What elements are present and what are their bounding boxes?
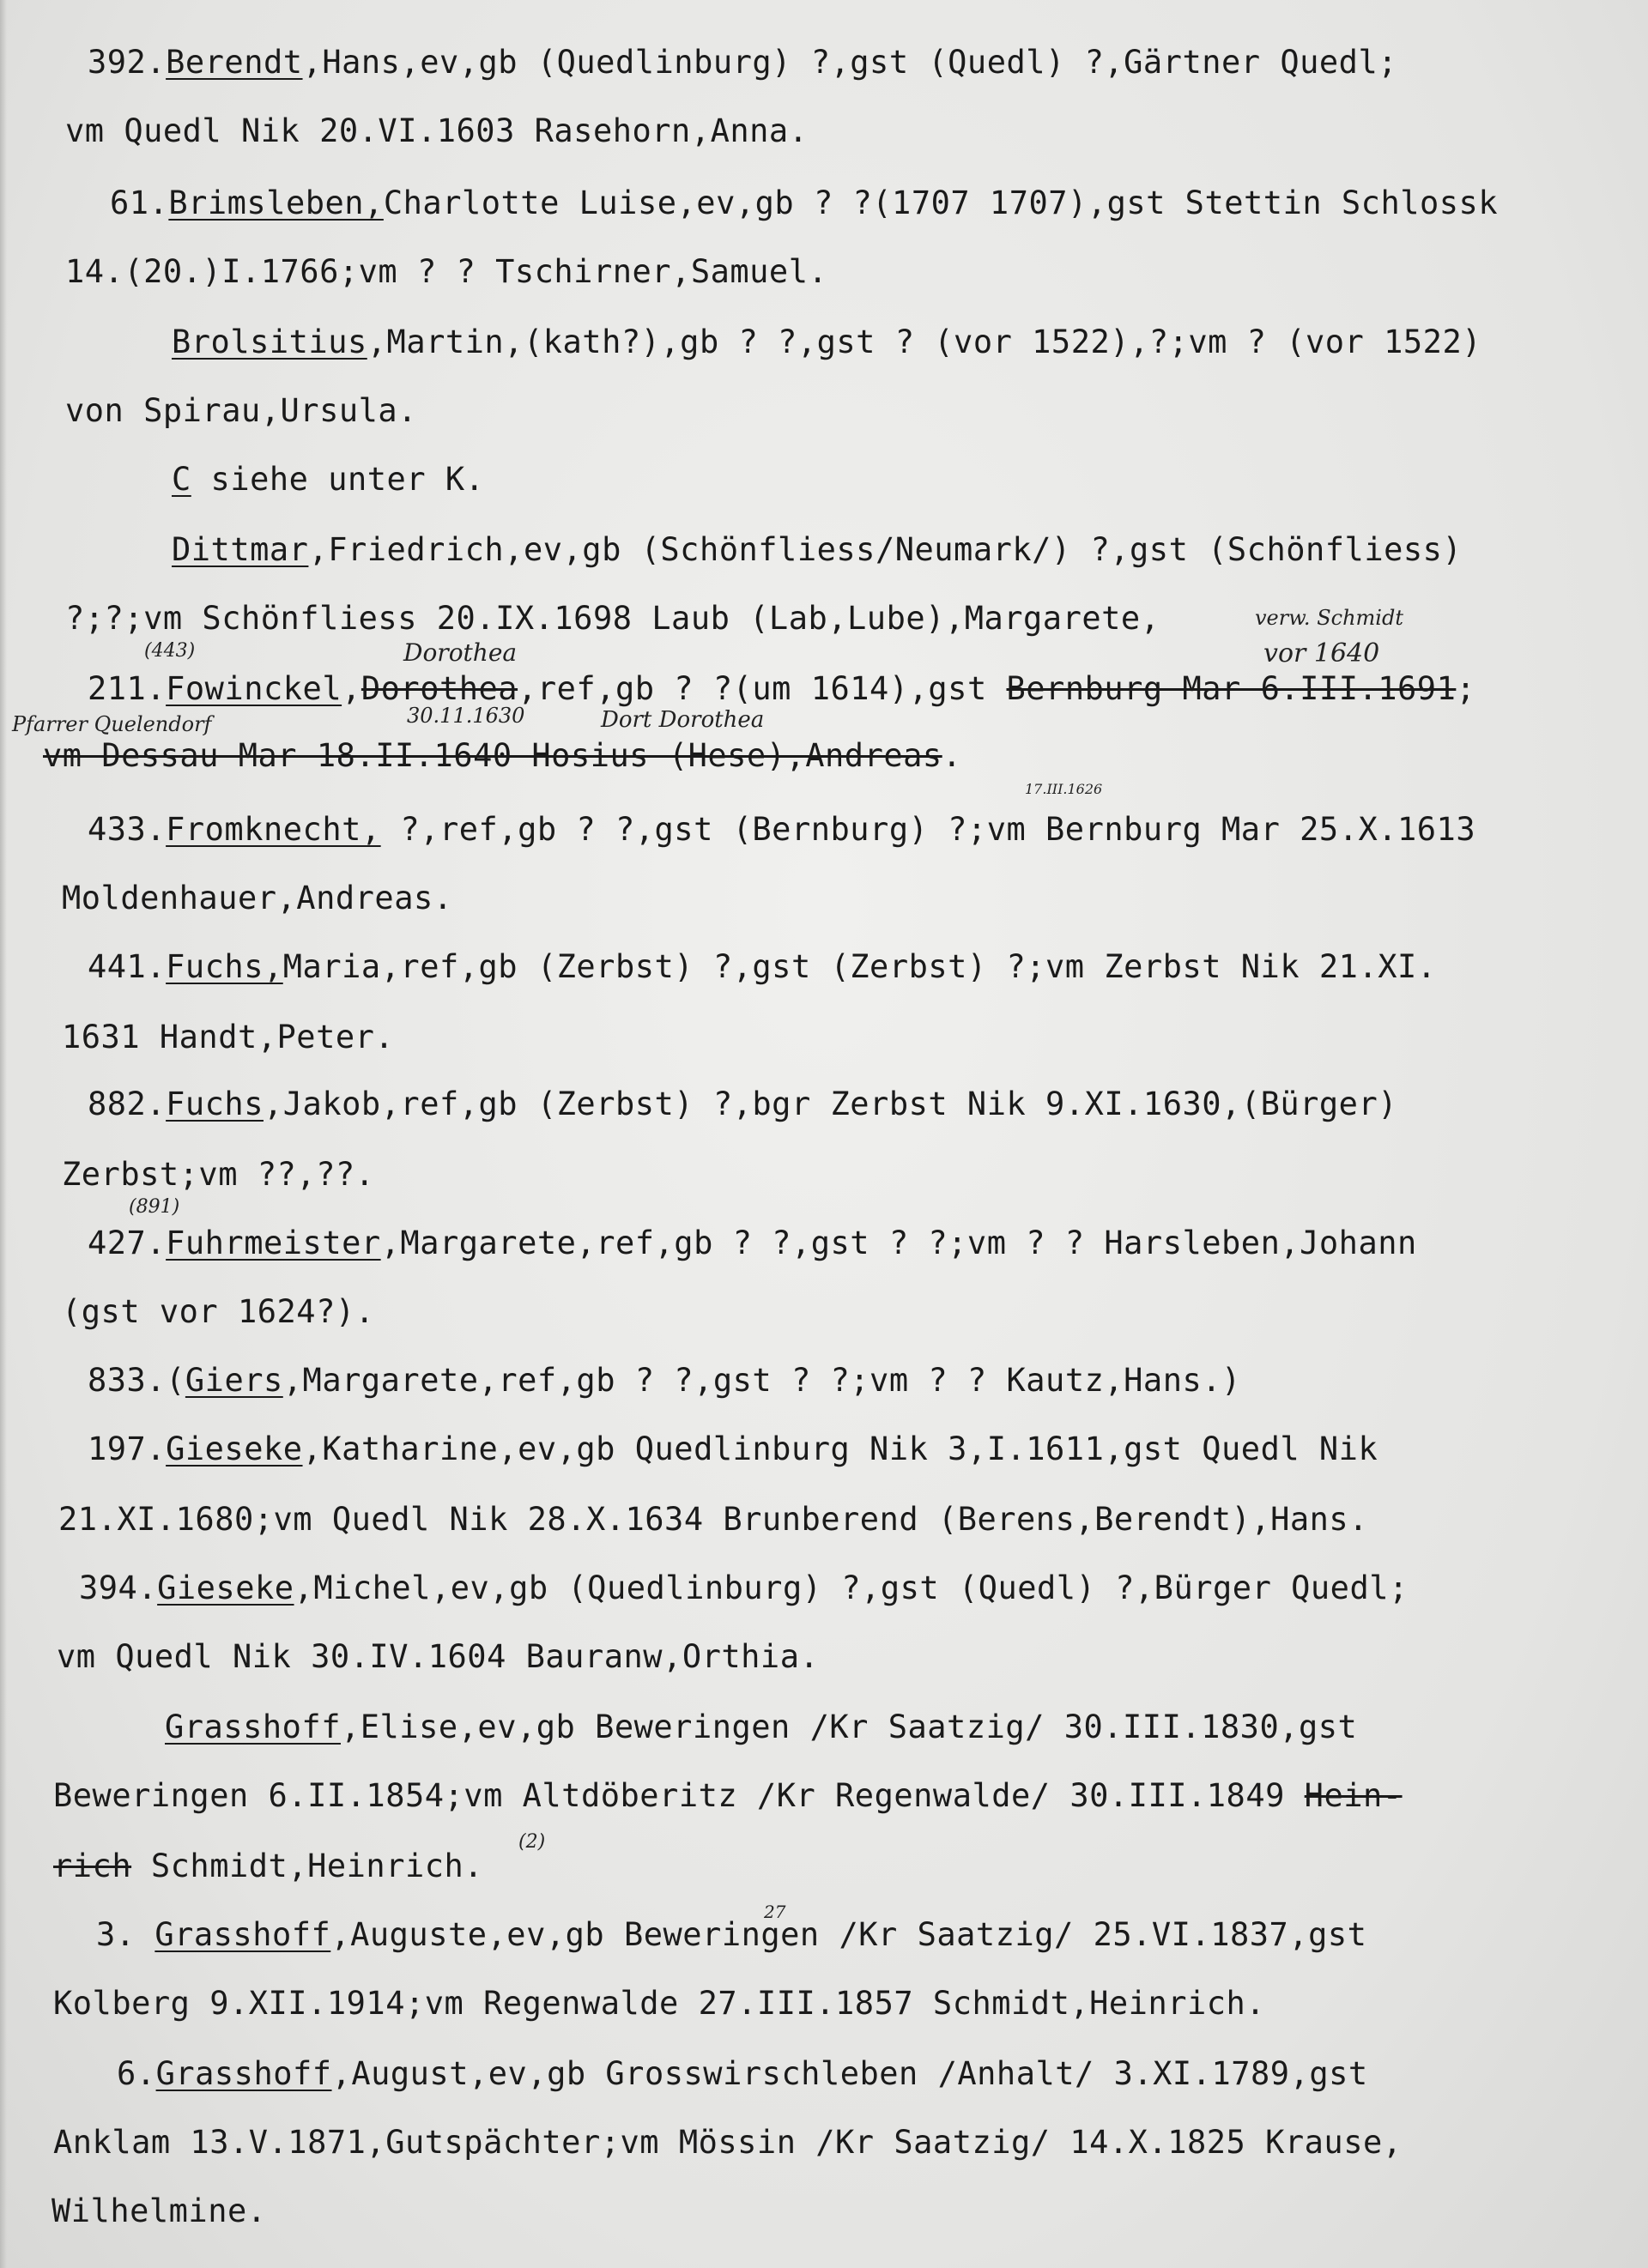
entry-brolsitius-line-2: von Spirau,Ursula. [65, 392, 417, 429]
handwritten-note-vor-1640: vor 1640 [1263, 638, 1380, 668]
entry-392-line-1: 392.Berendt,Hans,ev,gb (Quedlinburg) ?,gst (Quedl) ?,Gärtner Quedl; [88, 44, 1397, 81]
handwritten-note-dorothea: Dorothea [403, 638, 518, 667]
entry-c-line: C siehe unter K. [172, 461, 485, 498]
entry-6-line-2: Anklam 13.V.1871,Gutspächter;vm Mössin /Kr Saatzig/ 14.X.1825 Krause, [53, 2124, 1403, 2161]
entry-211-line-2: vm Dessau Mar 18.II.1640 Hosius (Hese),Andreas. [43, 737, 962, 774]
entry-dittmar-line-2: ?;?;vm Schönfliess 20.IX.1698 Laub (Lab,Lube),Margarete, [65, 600, 1160, 637]
entry-3-line-1: 3. Grasshoff,Auguste,ev,gb Beweringen /Kr Saatzig/ 25.VI.1837,gst [96, 1916, 1367, 1953]
entry-441-line-2: 1631 Handt,Peter. [62, 1019, 395, 1055]
entry-427-line-1: 427.Fuhrmeister,Margarete,ref,gb ? ?,gst ? ?;vm ? ? Harsleben,Johann [88, 1225, 1417, 1261]
entry-211-line-1: 211.Fowinckel,Dorothea,ref,gb ? ?(um 1614),gst Bernburg Mar 6.III.1691; [88, 670, 1476, 707]
entry-394-line-1: 394.Gieseke,Michel,ev,gb (Quedlinburg) ?,gst (Quedl) ?,Bürger Quedl; [79, 1569, 1409, 1606]
entry-392-line-2: vm Quedl Nik 20.VI.1603 Rasehorn,Anna. [65, 112, 809, 149]
entry-grasshoff-elise-line-3: rich Schmidt,Heinrich. [53, 1848, 484, 1884]
handwritten-note-2: (2) [518, 1831, 546, 1853]
entry-433-line-2: Moldenhauer,Andreas. [62, 880, 453, 916]
entry-882-line-1: 882.Fuchs,Jakob,ref,gb (Zerbst) ?,bgr Zerbst Nik 9.XI.1630,(Bürger) [88, 1086, 1398, 1122]
entry-197-line-1: 197.Gieseke,Katharine,ev,gb Quedlinburg Nik 3,I.1611,gst Quedl Nik [88, 1430, 1378, 1467]
handwritten-note-pfarrer: Pfarrer Quelendorf [12, 712, 212, 736]
entry-394-line-2: vm Quedl Nik 30.IV.1604 Bauranw,Orthia. [57, 1638, 820, 1675]
handwritten-note-27: 27 [764, 1902, 786, 1922]
handwritten-note-443: (443) [144, 640, 196, 662]
handwritten-note-date: 30.11.1630 [407, 704, 525, 728]
handwritten-note-1626: 17.III.1626 [1025, 781, 1103, 797]
scan-edge [0, 0, 7, 2268]
handwritten-note-dort-dorothea: Dort Dorothea [601, 707, 765, 733]
entry-dittmar-line-1: Dittmar,Friedrich,ev,gb (Schönfliess/Neumark/) ?,gst (Schönfliess) [172, 531, 1463, 568]
entry-441-line-1: 441.Fuchs,Maria,ref,gb (Zerbst) ?,gst (Zerbst) ?;vm Zerbst Nik 21.XI. [88, 948, 1437, 985]
entry-grasshoff-elise-line-2: Beweringen 6.II.1854;vm Altdöberitz /Kr Regenwalde/ 30.III.1849 Hein- [53, 1777, 1403, 1814]
entry-197-line-2: 21.XI.1680;vm Quedl Nik 28.X.1634 Brunberend (Berens,Berendt),Hans. [58, 1501, 1368, 1538]
entry-brolsitius-line-1: Brolsitius,Martin,(kath?),gb ? ?,gst ? (vor 1522),?;vm ? (vor 1522) [172, 324, 1481, 360]
entry-6-line-1: 6.Grasshoff,August,ev,gb Grosswirschleben /Anhalt/ 3.XI.1789,gst [117, 2055, 1368, 2092]
handwritten-note-verw-schmidt: verw. Schmidt [1255, 606, 1403, 630]
entry-grasshoff-elise-line-1: Grasshoff,Elise,ev,gb Beweringen /Kr Saatzig/ 30.III.1830,gst [165, 1709, 1358, 1745]
entry-6-line-3: Wilhelmine. [52, 2192, 267, 2229]
entry-427-line-2: (gst vor 1624?). [62, 1293, 375, 1330]
entry-3-line-2: Kolberg 9.XII.1914;vm Regenwalde 27.III.1857 Schmidt,Heinrich. [53, 1985, 1266, 2022]
entry-61-line-2: 14.(20.)I.1766;vm ? ? Tschirner,Samuel. [65, 253, 828, 290]
handwritten-note-891: (891) [129, 1196, 180, 1218]
entry-833-line: 833.(Giers,Margarete,ref,gb ? ?,gst ? ?;vm ? ? Kautz,Hans.) [88, 1362, 1241, 1399]
entry-61-line-1: 61.Brimsleben,Charlotte Luise,ev,gb ? ?(1707 1707),gst Stettin Schlossk [110, 184, 1499, 221]
entry-882-line-2: Zerbst;vm ??,??. [62, 1156, 375, 1193]
entry-433-line-1: 433.Fromknecht, ?,ref,gb ? ?,gst (Bernburg) ?;vm Bernburg Mar 25.X.1613 [88, 811, 1476, 848]
